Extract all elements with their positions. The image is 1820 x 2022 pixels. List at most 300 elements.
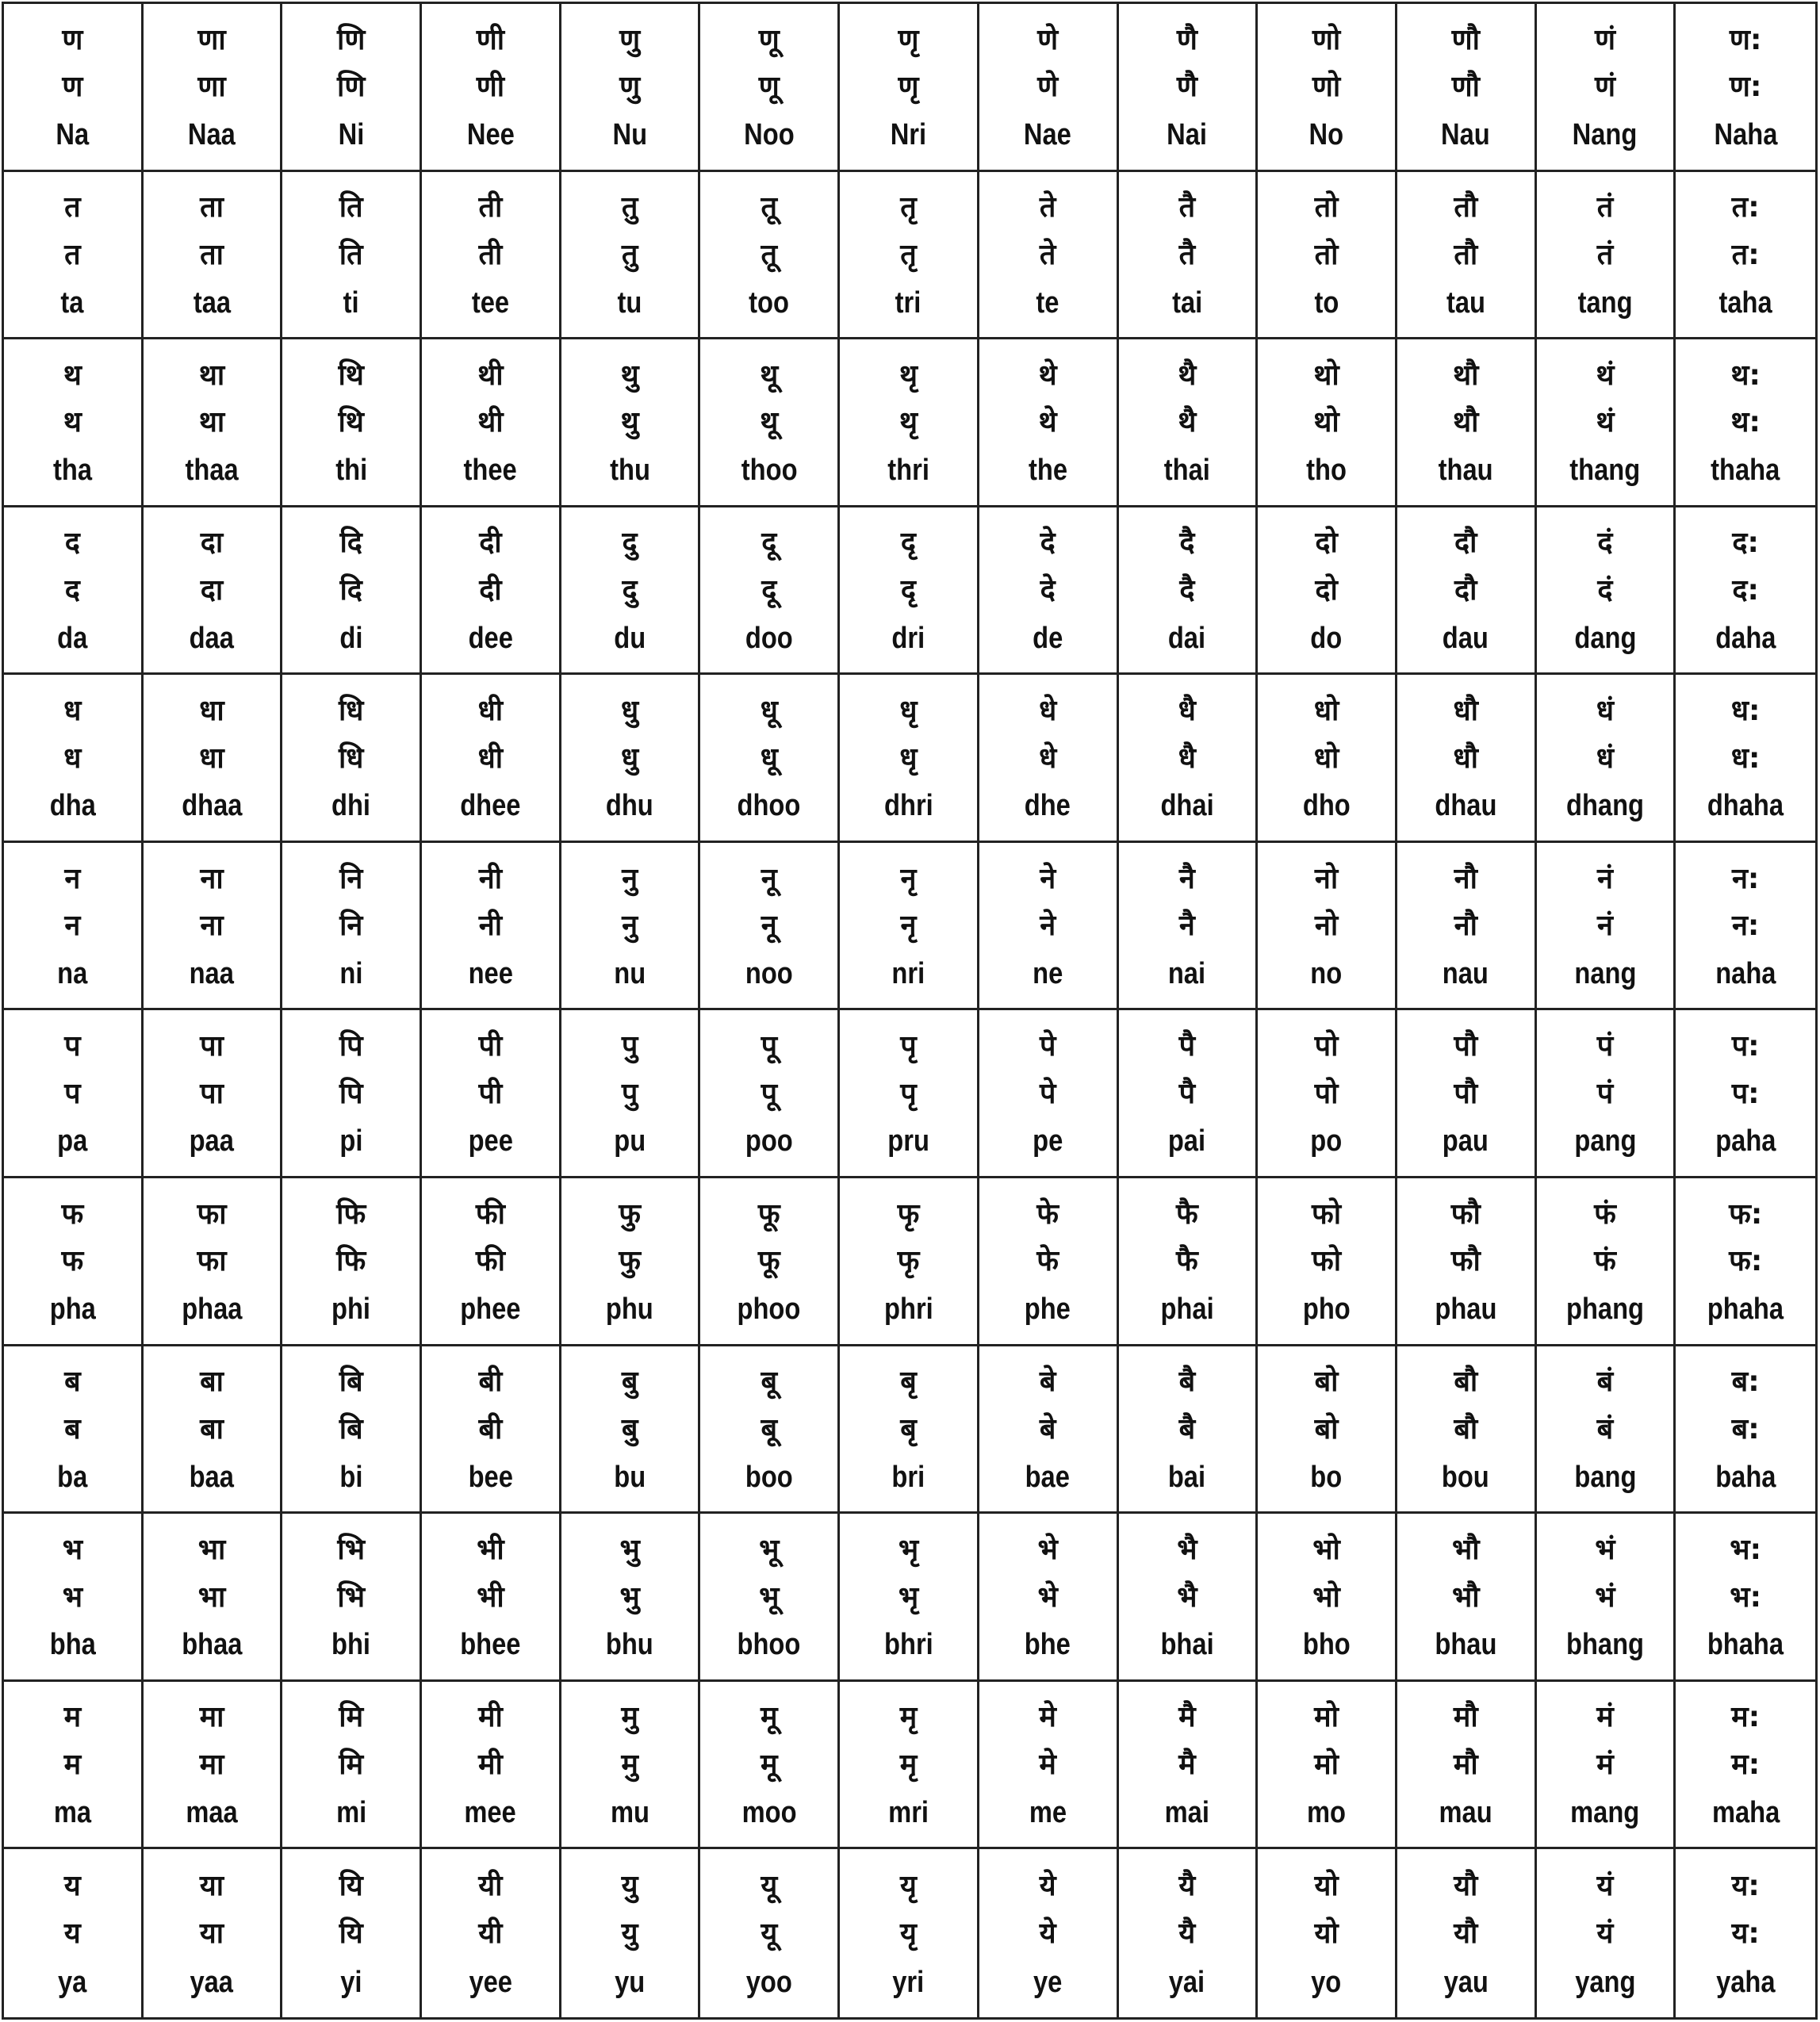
transliteration: thai (1163, 454, 1210, 488)
devanagari-syllable-repeat: नो (1314, 910, 1339, 943)
syllable-cell (561, 675, 701, 843)
devanagari-syllable-repeat: मौ (1453, 1748, 1478, 1782)
transliteration: pa (57, 1124, 88, 1158)
transliteration: No (1308, 117, 1344, 151)
devanagari-syllable: दे (1040, 527, 1056, 560)
syllable-cell (144, 4, 283, 172)
devanagari-syllable-repeat: धु (621, 741, 639, 775)
devanagari-syllable: फू (757, 1197, 780, 1231)
devanagari-syllable: दू (761, 527, 777, 560)
devanagari-syllable-repeat: दे (1040, 574, 1056, 607)
devanagari-syllable: दि (339, 527, 362, 560)
devanagari-syllable-repeat: थ (63, 406, 82, 439)
devanagari-syllable: फै (1175, 1197, 1198, 1231)
devanagari-syllable-repeat: मो (1314, 1748, 1339, 1782)
transliteration: nai (1168, 956, 1206, 990)
devanagari-syllable-repeat: फं (1594, 1245, 1616, 1278)
transliteration: ne (1033, 956, 1063, 990)
transliteration: bri (891, 1460, 925, 1494)
transliteration: dhaa (181, 789, 243, 823)
transliteration: pha (49, 1292, 96, 1326)
transliteration: baa (189, 1460, 235, 1494)
transliteration: phi (331, 1292, 371, 1326)
devanagari-syllable-repeat: दं (1597, 574, 1613, 607)
transliteration: naha (1715, 956, 1776, 990)
devanagari-syllable-repeat: बे (1039, 1412, 1056, 1446)
devanagari-syllable-repeat: धी (477, 741, 504, 775)
syllable-cell (1676, 4, 1815, 172)
syllable-cell (1397, 1346, 1537, 1515)
syllable-cell (144, 1682, 283, 1850)
devanagari-syllable: भे (1037, 1533, 1058, 1566)
devanagari-syllable-repeat: दि (339, 574, 362, 607)
devanagari-syllable: बी (478, 1365, 503, 1399)
transliteration: phai (1160, 1292, 1214, 1326)
syllable-cell (1397, 1849, 1537, 2017)
devanagari-syllable: था (198, 358, 225, 392)
syllable-cell (840, 1010, 979, 1178)
transliteration: ni (339, 956, 363, 990)
devanagari-syllable: द (64, 527, 80, 560)
transliteration: thaha (1711, 454, 1780, 488)
transliteration: phaa (181, 1292, 243, 1326)
syllable-cell (1397, 843, 1537, 1011)
devanagari-syllable: णी (476, 23, 505, 56)
devanagari-syllable: ती (478, 191, 503, 224)
syllable-cell (1119, 339, 1259, 507)
transliteration: phee (460, 1292, 521, 1326)
devanagari-syllable: फौ (1450, 1197, 1481, 1231)
devanagari-syllable: धे (1039, 694, 1057, 727)
devanagari-syllable: फं (1594, 1197, 1616, 1231)
syllable-cell (422, 1178, 561, 1346)
devanagari-syllable-repeat: मा (199, 1748, 224, 1782)
devanagari-syllable-repeat: धृ (899, 741, 918, 775)
devanagari-syllable: त: (1731, 191, 1760, 224)
devanagari-syllable-repeat: भं (1595, 1580, 1615, 1614)
syllable-cell (1676, 339, 1815, 507)
devanagari-syllable-repeat: धू (760, 741, 778, 775)
syllable-cell (422, 172, 561, 340)
devanagari-syllable-repeat: पी (478, 1077, 503, 1110)
devanagari-syllable: पू (761, 1030, 778, 1063)
devanagari-syllable-repeat: बै (1178, 1412, 1196, 1446)
syllable-cell (1119, 507, 1259, 676)
transliteration: bho (1302, 1628, 1351, 1662)
devanagari-syllable-repeat: ब: (1731, 1412, 1760, 1446)
transliteration: mang (1570, 1795, 1640, 1829)
devanagari-syllable: मी (477, 1701, 503, 1734)
transliteration: yri (892, 1965, 925, 1999)
devanagari-syllable: म (63, 1701, 82, 1734)
devanagari-syllable-repeat: यू (761, 1917, 778, 1951)
devanagari-syllable: फो (1312, 1197, 1342, 1231)
syllable-cell (4, 4, 144, 172)
devanagari-syllable: या (199, 1869, 224, 1902)
devanagari-syllable-repeat: णं (1594, 71, 1615, 104)
syllable-cell (1258, 1514, 1397, 1682)
devanagari-syllable-repeat: ता (200, 238, 224, 271)
transliteration: moo (741, 1795, 797, 1829)
devanagari-syllable-repeat: फे (1036, 1245, 1059, 1278)
devanagari-syllable-repeat: तु (621, 238, 638, 271)
transliteration: yu (615, 1965, 646, 1999)
devanagari-syllable-repeat: दा (200, 574, 224, 607)
devanagari-syllable: बू (761, 1365, 778, 1399)
devanagari-syllable-repeat: फ: (1729, 1245, 1763, 1278)
transliteration: bhee (460, 1628, 521, 1662)
devanagari-syllable: यी (478, 1869, 503, 1902)
transliteration: nau (1443, 956, 1489, 990)
transliteration: daa (189, 621, 235, 655)
devanagari-syllable: धौ (1453, 694, 1478, 727)
syllable-cell (840, 339, 979, 507)
syllable-cell (1258, 1849, 1397, 2017)
transliteration: yaa (190, 1965, 234, 1999)
transliteration: pai (1168, 1124, 1206, 1158)
devanagari-syllable-repeat: दु (622, 574, 638, 607)
devanagari-syllable-repeat: तौ (1454, 238, 1478, 271)
devanagari-syllable: णो (1312, 23, 1341, 56)
transliteration: thi (335, 454, 367, 488)
syllable-cell (282, 4, 422, 172)
devanagari-syllable: ना (200, 862, 224, 895)
syllable-cell (700, 675, 840, 843)
devanagari-syllable-repeat: बो (1314, 1412, 1339, 1446)
devanagari-syllable: फ: (1729, 1197, 1763, 1231)
devanagari-syllable: बौ (1454, 1365, 1478, 1399)
transliteration: bou (1442, 1460, 1490, 1494)
devanagari-syllable-repeat: मे (1039, 1748, 1056, 1782)
devanagari-syllable-repeat: पु (621, 1077, 638, 1110)
devanagari-syllable: य: (1731, 1869, 1760, 1902)
devanagari-syllable: भा (197, 1533, 226, 1566)
syllable-cell (282, 507, 422, 676)
devanagari-syllable-repeat: णि (337, 71, 366, 104)
devanagari-syllable: थि (338, 358, 364, 392)
devanagari-syllable-repeat: म (63, 1748, 82, 1782)
syllable-cell (1676, 1178, 1815, 1346)
transliteration: bha (49, 1628, 96, 1662)
devanagari-syllable-repeat: बृ (900, 1412, 917, 1446)
syllable-cell (840, 1514, 979, 1682)
devanagari-syllable-repeat: णु (619, 71, 641, 104)
devanagari-syllable: भी (477, 1533, 504, 1566)
syllable-cell (282, 1514, 422, 1682)
devanagari-syllable: फ (61, 1197, 84, 1231)
syllable-cell (700, 1514, 840, 1682)
transliteration: pru (887, 1124, 929, 1158)
transliteration: doo (745, 621, 793, 655)
devanagari-syllable-repeat: ती (478, 238, 503, 271)
transliteration: thoo (741, 454, 798, 488)
devanagari-syllable-repeat: मै (1178, 1748, 1196, 1782)
devanagari-syllable-repeat: मू (761, 1748, 778, 1782)
devanagari-syllable-repeat: मृ (899, 1748, 918, 1782)
devanagari-syllable: फी (475, 1197, 505, 1231)
devanagari-syllable: थ (63, 358, 82, 392)
devanagari-syllable: तृ (900, 191, 917, 224)
syllable-cell (979, 675, 1119, 843)
devanagari-syllable-repeat: भी (477, 1580, 504, 1614)
transliteration: nee (468, 956, 513, 990)
transliteration: yo (1311, 1965, 1342, 1999)
transliteration: pee (468, 1124, 513, 1158)
devanagari-syllable: पौ (1454, 1030, 1478, 1063)
devanagari-syllable-repeat: द: (1732, 574, 1759, 607)
syllable-cell (4, 675, 144, 843)
transliteration: thau (1438, 454, 1493, 488)
devanagari-syllable-repeat: दृ (900, 574, 917, 607)
syllable-cell (1676, 1010, 1815, 1178)
syllable-cell (1119, 1682, 1259, 1850)
devanagari-syllable-repeat: म: (1731, 1748, 1761, 1782)
devanagari-syllable: णे (1037, 23, 1059, 56)
syllable-cell (1676, 1682, 1815, 1850)
transliteration: poo (745, 1124, 793, 1158)
syllable-cell (144, 675, 283, 843)
devanagari-syllable-repeat: णी (476, 71, 505, 104)
transliteration: Nae (1024, 117, 1072, 151)
devanagari-syllable-repeat: न (64, 910, 81, 943)
transliteration: nu (614, 956, 646, 990)
syllable-cell (840, 172, 979, 340)
transliteration: Naa (188, 117, 236, 151)
syllable-cell (1397, 675, 1537, 843)
syllable-cell (282, 1682, 422, 1850)
devanagari-syllable-repeat: बा (200, 1412, 224, 1446)
devanagari-syllable-repeat: णू (758, 71, 780, 104)
devanagari-syllable: म: (1731, 1701, 1761, 1734)
syllable-cell (1537, 675, 1676, 843)
devanagari-syllable-repeat: भौ (1451, 1580, 1480, 1614)
devanagari-syllable-repeat: भू (759, 1580, 780, 1614)
devanagari-syllable: पे (1039, 1030, 1056, 1063)
transliteration: phoo (737, 1292, 801, 1326)
devanagari-syllable: यृ (900, 1869, 917, 1902)
transliteration: ma (53, 1795, 91, 1829)
devanagari-syllable-repeat: नृ (900, 910, 917, 943)
syllable-cell (4, 1514, 144, 1682)
devanagari-syllable: धो (1313, 694, 1339, 727)
devanagari-syllable: थू (760, 358, 779, 392)
transliteration: daha (1715, 621, 1776, 655)
transliteration: dhaha (1707, 789, 1784, 823)
devanagari-syllable: यो (1314, 1869, 1339, 1902)
devanagari-syllable: पु (621, 1030, 638, 1063)
devanagari-syllable-repeat: थौ (1453, 406, 1479, 439)
transliteration: mu (610, 1795, 649, 1829)
syllable-cell (422, 1514, 561, 1682)
devanagari-syllable-repeat: पृ (900, 1077, 917, 1110)
devanagari-syllable: णि (337, 23, 366, 56)
devanagari-syllable: थी (477, 358, 504, 392)
devanagari-syllable: भै (1177, 1533, 1197, 1566)
devanagari-syllable: नै (1178, 862, 1195, 895)
syllable-cell (700, 1682, 840, 1850)
devanagari-syllable-repeat: फ (61, 1245, 84, 1278)
syllable-cell (1397, 1514, 1537, 1682)
syllable-cell (4, 507, 144, 676)
devanagari-syllable-repeat: दी (479, 574, 502, 607)
syllable-cell (1258, 4, 1397, 172)
devanagari-syllable-repeat: मं (1596, 1748, 1614, 1782)
devanagari-syllable-repeat: भ: (1730, 1580, 1761, 1614)
transliteration: me (1029, 1795, 1067, 1829)
transliteration: bo (1310, 1460, 1343, 1494)
devanagari-syllable: पै (1178, 1030, 1196, 1063)
devanagari-syllable-repeat: फै (1175, 1245, 1198, 1278)
syllable-cell (144, 1178, 283, 1346)
syllable-cell (282, 1010, 422, 1178)
transliteration: to (1314, 285, 1339, 320)
syllable-cell (561, 1346, 701, 1515)
syllable-cell (700, 843, 840, 1011)
devanagari-syllable-repeat: मु (621, 1748, 638, 1782)
devanagari-syllable: नौ (1454, 862, 1477, 895)
devanagari-syllable-repeat: नि (339, 910, 363, 943)
syllable-cell (561, 172, 701, 340)
syllable-cell (4, 172, 144, 340)
syllable-cell (840, 1178, 979, 1346)
devanagari-syllable: मा (199, 1701, 224, 1734)
devanagari-syllable: तौ (1454, 191, 1478, 224)
syllable-cell (1537, 1346, 1676, 1515)
devanagari-syllable: मं (1596, 1701, 1614, 1734)
devanagari-syllable: दु (622, 527, 638, 560)
syllable-cell (1676, 507, 1815, 676)
devanagari-syllable-repeat: बू (761, 1412, 778, 1446)
devanagari-syllable-repeat: पू (761, 1077, 778, 1110)
syllable-cell (4, 843, 144, 1011)
transliteration: tha (52, 454, 92, 488)
transliteration: phang (1565, 1292, 1644, 1326)
barakhadi-table (2, 2, 1818, 2020)
transliteration: paha (1715, 1124, 1776, 1158)
transliteration: Nee (466, 117, 515, 151)
syllable-cell (561, 1514, 701, 1682)
syllable-cell (979, 1346, 1119, 1515)
devanagari-syllable: नु (622, 862, 638, 895)
syllable-cell (1676, 1849, 1815, 2017)
syllable-cell (840, 1849, 979, 2017)
transliteration: dri (891, 621, 925, 655)
devanagari-syllable: दो (1315, 527, 1338, 560)
devanagari-syllable-repeat: धा (199, 741, 224, 775)
transliteration: da (57, 621, 88, 655)
syllable-cell (979, 1010, 1119, 1178)
devanagari-syllable-repeat: नू (761, 910, 777, 943)
devanagari-syllable-repeat: धौ (1453, 741, 1478, 775)
devanagari-syllable: नी (478, 862, 503, 895)
syllable-cell (144, 1346, 283, 1515)
devanagari-syllable-repeat: यृ (900, 1917, 917, 1951)
devanagari-syllable: धू (760, 694, 778, 727)
transliteration: tho (1306, 454, 1347, 488)
devanagari-syllable: धि (338, 694, 364, 727)
syllable-cell (1676, 675, 1815, 843)
devanagari-syllable: णृ (898, 23, 919, 56)
transliteration: bi (339, 1460, 363, 1494)
transliteration: yoo (745, 1965, 792, 1999)
syllable-cell (4, 1346, 144, 1515)
devanagari-syllable: पा (200, 1030, 224, 1063)
devanagari-syllable-repeat: ते (1039, 238, 1056, 271)
devanagari-syllable: य (63, 1869, 81, 1902)
syllable-cell (1258, 507, 1397, 676)
devanagari-syllable: बु (621, 1365, 638, 1399)
transliteration: no (1310, 956, 1343, 990)
devanagari-syllable-repeat: थि (338, 406, 364, 439)
devanagari-syllable-repeat: यु (621, 1917, 638, 1951)
transliteration: bhaha (1707, 1628, 1784, 1662)
transliteration: Na (56, 117, 90, 151)
devanagari-syllable: तु (621, 191, 638, 224)
syllable-cell (1676, 843, 1815, 1011)
syllable-cell (1119, 1178, 1259, 1346)
devanagari-syllable-repeat: फा (197, 1245, 227, 1278)
transliteration: yaha (1715, 1965, 1776, 1999)
devanagari-syllable: मै (1178, 1701, 1196, 1734)
devanagari-syllable: न: (1731, 862, 1760, 895)
devanagari-syllable-repeat: नौ (1454, 910, 1477, 943)
devanagari-syllable-repeat: धं (1596, 741, 1615, 775)
syllable-cell (1119, 675, 1259, 843)
transliteration: bhu (606, 1628, 654, 1662)
devanagari-syllable: तू (761, 191, 778, 224)
transliteration: dau (1443, 621, 1489, 655)
devanagari-syllable-repeat: भो (1312, 1580, 1340, 1614)
syllable-cell (561, 1849, 701, 2017)
transliteration: bhang (1565, 1628, 1644, 1662)
syllable-cell (1258, 1346, 1397, 1515)
devanagari-syllable: पृ (900, 1030, 917, 1063)
syllable-cell (979, 843, 1119, 1011)
syllable-cell (422, 843, 561, 1011)
devanagari-syllable: यू (761, 1869, 778, 1902)
syllable-cell (422, 1682, 561, 1850)
transliteration: bu (614, 1460, 646, 1494)
syllable-cell (1119, 4, 1259, 172)
devanagari-syllable: बै (1178, 1365, 1196, 1399)
devanagari-syllable: ये (1039, 1869, 1056, 1902)
devanagari-syllable: फु (619, 1197, 641, 1231)
syllable-cell (979, 1178, 1119, 1346)
devanagari-syllable: फा (197, 1197, 227, 1231)
devanagari-syllable-repeat: फो (1312, 1245, 1342, 1278)
devanagari-syllable: भू (759, 1533, 780, 1566)
syllable-cell (282, 172, 422, 340)
devanagari-syllable-repeat: यै (1178, 1917, 1196, 1951)
transliteration: bhoo (737, 1628, 801, 1662)
devanagari-syllable: भु (619, 1533, 640, 1566)
devanagari-syllable: बे (1039, 1365, 1056, 1399)
transliteration: tai (1171, 285, 1202, 320)
devanagari-syllable-repeat: भे (1037, 1580, 1058, 1614)
devanagari-syllable-repeat: णृ (898, 71, 919, 104)
syllable-cell (1258, 1010, 1397, 1178)
transliteration: bhe (1025, 1628, 1071, 1662)
devanagari-syllable: फे (1036, 1197, 1059, 1231)
devanagari-syllable-repeat: थं (1596, 406, 1615, 439)
devanagari-syllable: थो (1313, 358, 1339, 392)
transliteration: thri (887, 454, 929, 488)
devanagari-syllable: पं (1596, 1030, 1614, 1063)
devanagari-syllable-repeat: भि (337, 1580, 366, 1614)
syllable-cell (561, 1010, 701, 1178)
syllable-cell (144, 1514, 283, 1682)
syllable-cell (1397, 1178, 1537, 1346)
